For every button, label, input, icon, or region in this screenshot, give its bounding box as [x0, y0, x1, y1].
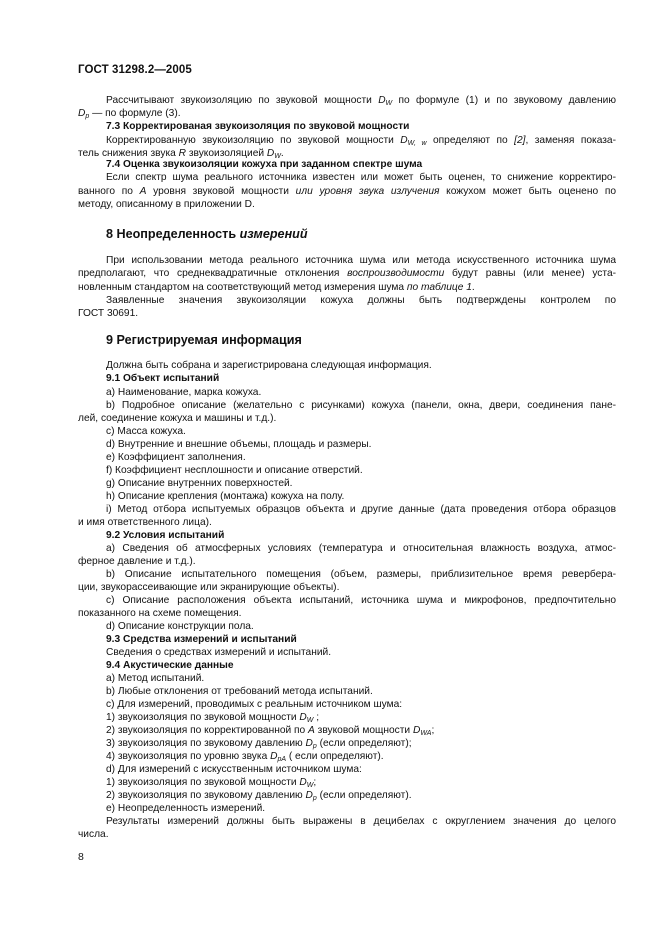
text-line: ции, звукорассеивающие или экранирующие объекты). — [78, 582, 340, 593]
subsection-heading: 9.1 Объект испытаний — [106, 373, 220, 384]
text-line: Если спектр шума реального источника известен или может быть оценен, то снижение корректиро- — [106, 172, 616, 183]
text-line: i) Метод отбора испытуемых образцов объекта и другие данные (дата проведения отбора образцов — [106, 504, 616, 515]
text-line: При использовании метода реального источника шума или метода искусственного источника шума — [106, 255, 616, 266]
text-line: новленным стандартом на соответствующий метод измерения шума по таблице 1. — [78, 282, 475, 293]
subsection-heading: 9.4 Акустические данные — [106, 660, 234, 671]
text-line: f) Коэффициент несплошности и описание отверстий. — [106, 465, 363, 476]
text-line: с) Описание расположения объекта испытаний, источника шума и микрофонов, предпочтительно — [106, 595, 616, 606]
subsection-heading: 9.2 Условия испытаний — [106, 530, 225, 541]
text-line: Рассчитывают звукоизоляцию по звуковой мощности $D_W$ по формуле (1) и по звуковому давлению — [106, 95, 616, 107]
subsection-heading: 7.3 Корректированая звукоизоляция по звуковой мощности — [106, 121, 410, 132]
text-line: 4) звукоизоляция по уровню звука $D_{pA}$ ( если определяют). — [106, 751, 384, 763]
text-line: b) Описание испытательного помещения (объем, размеры, приблизительное время ревербера- — [106, 569, 616, 580]
text-line: ГОСТ 30691. — [78, 308, 139, 319]
text-line: Результаты измерений должны быть выражены в децибелах с округлением значения до целого — [106, 816, 616, 827]
text-line: Корректированную звукоизоляцию по звуковой мощности $D_{W, w}$ определяют по [2], заменяя показа- — [106, 135, 616, 147]
text-line: с) Для измерений, проводимых с реальным источником шума: — [106, 699, 403, 710]
text-line: 1) звукоизоляция по звуковой мощности $D_W$ ; — [106, 712, 320, 724]
text-line: 1) звукоизоляция по звуковой мощности $D_W$; — [106, 777, 317, 789]
text-line: d) Для измерений с искусственным источником шума: — [106, 764, 362, 775]
text-line: b) Любые отклонения от требований метода испытаний. — [106, 686, 373, 697]
text-line: b) Подробное описание (желательно с рисунками) кожуха (панели, окна, двери, соединения пане- — [106, 400, 616, 411]
text-line: показанного на схеме помещения. — [78, 608, 242, 619]
text-line: h) Описание крепления (монтажа) кожуха на полу. — [106, 491, 345, 502]
section-heading: 8 Неопределенность измерений — [106, 227, 308, 241]
page-number: 8 — [78, 851, 84, 863]
text-line: ванного по A уровня звуковой мощности или уровня звука излучения кожухом может быть оценено по — [78, 186, 616, 197]
subsection-heading: 7.4 Оценка звукоизоляции кожуха при заданном спектре шума — [106, 159, 423, 170]
text-line: d) Описание конструкции пола. — [106, 621, 254, 632]
document-header: ГОСТ 31298.2—2005 — [78, 64, 192, 76]
text-line: е) Коэффициент заполнения. — [106, 452, 246, 463]
text-line: Сведения о средствах измерений и испытаний. — [106, 647, 332, 658]
text-line: а) Наименование, марка кожуха. — [106, 387, 262, 398]
subsection-heading: 9.3 Средства измерений и испытаний — [106, 634, 297, 645]
text-line: Должна быть собрана и зарегистрирована следующая информация. — [106, 360, 432, 371]
text-line: $D_p$ — по формуле (3). — [78, 108, 181, 120]
text-line: Заявленные значения звукоизоляции кожуха должны быть подтверждены контролем по — [106, 295, 616, 306]
section-heading: 9 Регистрируемая информация — [106, 333, 302, 347]
text-line: с) Масса кожуха. — [106, 426, 186, 437]
text-line: и имя ответственного лица). — [78, 517, 212, 528]
text-line: а) Метод испытаний. — [106, 673, 205, 684]
text-line: ферное давление и т.д.). — [78, 556, 196, 567]
text-line: лей, соединение кожуха и машины и т.д.). — [78, 413, 277, 424]
text-line: g) Описание внутренних поверхностей. — [106, 478, 293, 489]
text-line: предполагают, что среднеквадратичные отклонения воспроизводимости будут равны (или менее) уста- — [78, 268, 616, 279]
text-line: d) Внутренние и внешние объемы, площадь и размеры. — [106, 439, 372, 450]
text-line: а) Сведения об атмосферных условиях (температура и относительная влажность воздуха, атмос- — [106, 543, 616, 554]
text-line: числа. — [78, 829, 109, 840]
text-line: тель снижения звука R звукоизоляцией $D_W$. — [78, 148, 284, 160]
text-line: 2) звукоизоляция по звуковому давлению $D_p$ (если определяют). — [106, 790, 412, 802]
text-line: 3) звукоизоляция по звуковому давлению $D_p$ (если определяют); — [106, 738, 412, 750]
text-line: 2) звукоизоляция по корректированной по A звуковой мощности $D_{WA}$; — [106, 725, 435, 737]
text-line: методу, описанному в приложении D. — [78, 199, 255, 210]
text-line: е) Неопределенность измерений. — [106, 803, 266, 814]
